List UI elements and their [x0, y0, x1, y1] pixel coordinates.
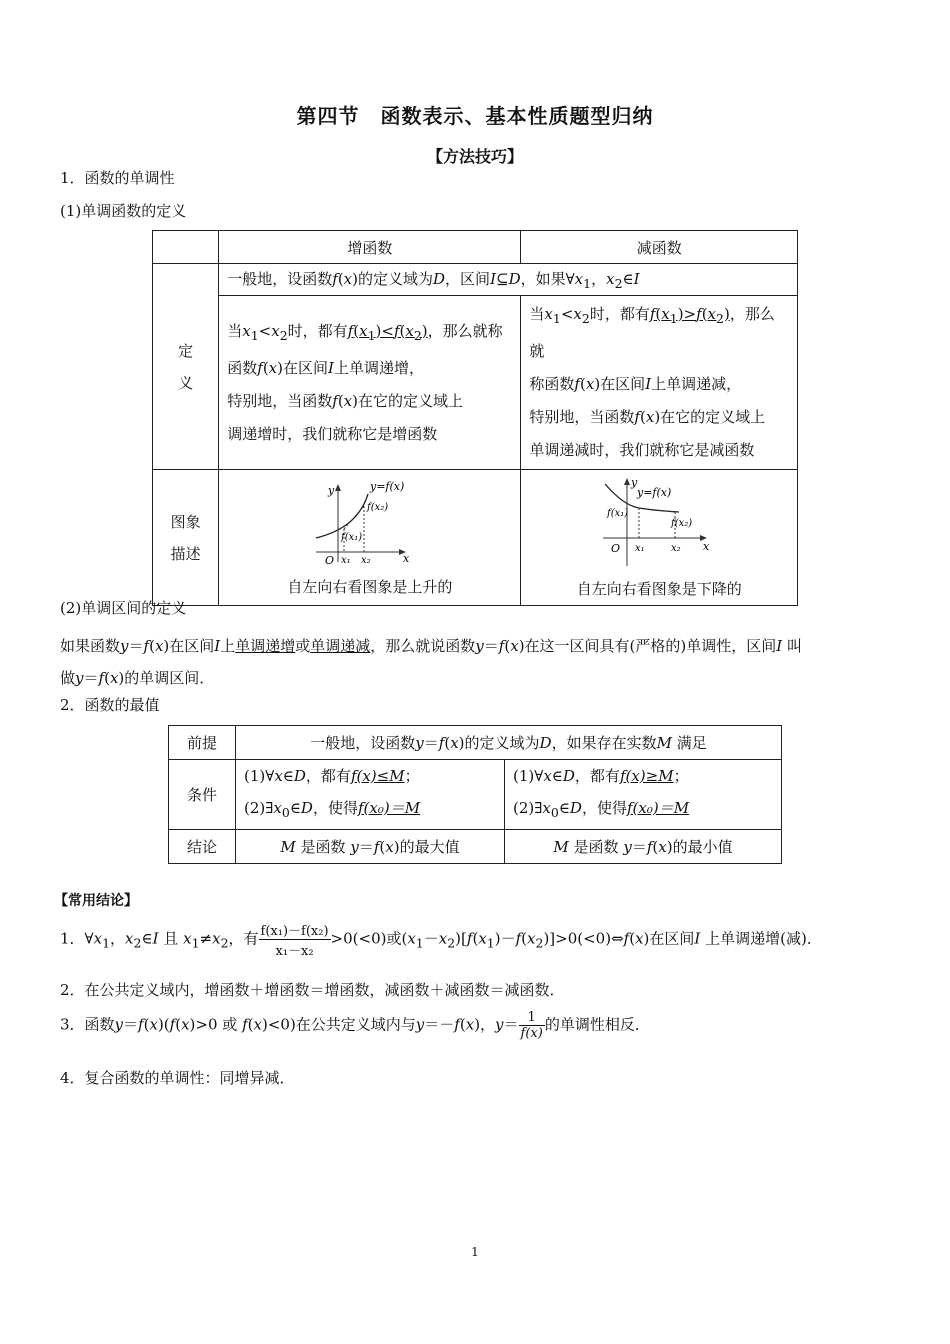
- premise-text: 一般地，设函数y＝f(x)的定义域为D，如果存在实数M 满足: [236, 726, 782, 760]
- conclusion-3: 3．函数y＝f(x)(f(x)>0 或 f(x)<0)在公共定义域内与y＝－f(x)，y＝ $\frac{1}{f(x)}$ 的单调性相反．: [60, 1010, 650, 1041]
- reciprocal-fraction: $\frac{1}{f(x)}$: [520, 1010, 543, 1041]
- conclusion-4: 4．复合函数的单调性：同增异减．: [60, 1069, 295, 1087]
- col-decreasing: 减函数: [521, 231, 798, 264]
- svg-text:O: O: [611, 542, 621, 555]
- svg-text:f(x₂): f(x₂): [671, 518, 693, 529]
- heading-extrema: 2．函数的最值: [60, 696, 160, 714]
- def-increasing: 当$x_1<x_2$时，都有$f(x_1)<f(x_2)$，那么就称 函数f(x)在区间I上单调递增， 特别地，当函数f(x)在它的定义域上 调递增时，我们就称它是增函数: [219, 296, 521, 470]
- label-yfx: y=f(x): [369, 480, 405, 493]
- label-premise: 前提: [169, 726, 236, 760]
- max-conditions: (1)∀x∈D，都有f(x)≤M； $(2)\exists x_0\in D$，使得f(x₀)＝M: [236, 760, 505, 830]
- svg-text:x₂: x₂: [671, 543, 681, 554]
- page-number: 1: [471, 1245, 479, 1259]
- svg-text:O: O: [324, 554, 334, 567]
- svg-text:y=f(x): y=f(x): [637, 486, 672, 499]
- extrema-table: [168, 725, 782, 864]
- section-heading-methods: 【方法技巧】: [426, 147, 523, 166]
- heading-interval-def: (2)单调区间的定义: [60, 599, 187, 617]
- svg-text:x₁: x₁: [635, 543, 645, 554]
- label-conclusion: 结论: [169, 830, 236, 864]
- svg-text:x: x: [703, 540, 710, 553]
- heading-monotonicity: 1．函数的单调性: [60, 169, 175, 187]
- graph-decreasing-cell: [521, 470, 798, 606]
- svg-text:x₁: x₁: [340, 555, 351, 566]
- min-conditions: (1)∀x∈D，都有f(x)≥M； $(2)\exists x_0\in D$，使得f(x₀)＝M: [505, 760, 782, 830]
- increasing-graph: [310, 480, 430, 570]
- decreasing-graph: [599, 476, 719, 568]
- svg-text:y: y: [631, 476, 638, 489]
- caption-increasing: 自左向右看图象是上升的: [287, 578, 453, 596]
- label-condition: 条件: [169, 760, 236, 830]
- svg-text:x: x: [402, 552, 410, 565]
- graph-increasing-cell: [219, 470, 521, 606]
- label-fx2: f(x₂): [366, 502, 388, 513]
- row-label-definition: 定 义: [153, 264, 219, 470]
- caption-decreasing: 自左向右看图象是下降的: [576, 580, 742, 598]
- conclusion-1: 1．$\forall x_1$，$x_2\in I$ 且 $x_1\ne x_2$，有 $\frac{\text{f(x₁)－f(x₂)}}{\text{x₁－x₂}}$ >0(<0)或$(x_1-x_2)[f(x_1)-f(x_2)]>0(<0)\Leftrightarrow f(x)$在区间I 上单调递增(减)．: [60, 920, 822, 959]
- svg-text:f(x₁): f(x₁): [607, 508, 629, 519]
- interval-def-paragraph: 如果函数y＝f(x)在区间I上单调递增或单调递减，那么就说函数y＝f(x)在这一区间具有(严格的)单调性，区间I 叫 做y＝f(x)的单调区间．: [60, 637, 802, 687]
- svg-text:x₂: x₂: [360, 555, 371, 566]
- svg-text:y: y: [327, 484, 335, 497]
- page-title: 第四节 函数表示、基本性质题型归纳: [296, 104, 654, 128]
- col-increasing: 增函数: [219, 231, 521, 264]
- min-conclusion: M 是函数 y＝f(x)的最小值: [505, 830, 782, 864]
- row-label-graph: 图象 描述: [153, 470, 219, 606]
- difference-quotient: $\frac{\text{f(x₁)－f(x₂)}}{\text{x₁－x₂}}$: [259, 920, 331, 959]
- max-conclusion: M 是函数 y＝f(x)的最大值: [236, 830, 505, 864]
- heading-monotone-def: (1)单调函数的定义: [60, 202, 187, 220]
- def-decreasing: 当$x_1<x_2$时，都有$f(x_1)>f(x_2)$，那么就 称函数f(x)在区间I上单调递减， 特别地，当函数f(x)在它的定义域上 单调递减时，我们就称它是减函数: [521, 296, 798, 470]
- def-common: 一般地，设函数f(x)的定义域为D，区间I⊆D，如果$\forall x_1$，$x_2\in I$: [219, 264, 798, 296]
- monotone-table: [152, 230, 798, 606]
- heading-common-conclusions: 【常用结论】: [54, 893, 138, 909]
- label-fx1: f(x₁): [340, 532, 362, 543]
- conclusion-2: 2．在公共定义域内，增函数＋增函数＝增函数，减函数＋减函数＝减函数．: [60, 981, 565, 999]
